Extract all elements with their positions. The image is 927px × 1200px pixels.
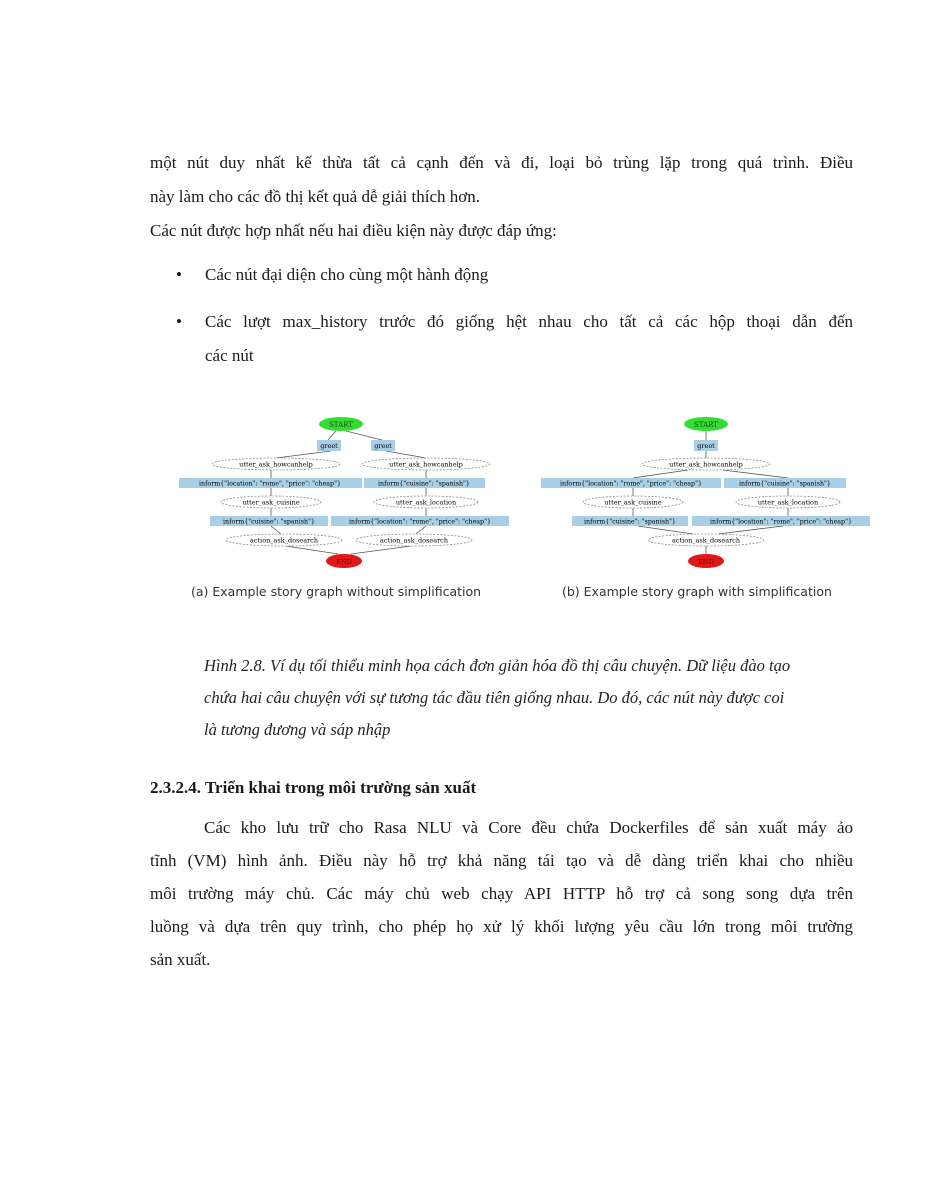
intent-node-label: inform{"cuisine": "spanish"}	[378, 480, 470, 488]
action-node-label: utter_ask_howcanhelp	[669, 460, 743, 469]
bullet-text: Các lượt max_history trước đó giống hệt nhau cho tất cả các hộp thoại dẫn đến	[205, 312, 853, 331]
end-node-label: END	[336, 558, 352, 566]
intent-node-label: inform{"cuisine": "spanish"}	[223, 518, 315, 526]
paragraph-line: môi trường máy chủ. Các máy chủ web chạy API HTTP hỗ trợ cả song song dựa trên	[150, 884, 853, 903]
intent-node-label: inform{"location": "rome", "price": "cheap"}	[199, 480, 341, 488]
intent-node-label: inform{"location": "rome", "price": "cheap"}	[710, 518, 852, 526]
start-node-label: START	[694, 421, 718, 429]
paragraph-line: sản xuất.	[150, 950, 211, 969]
paragraph-line: tĩnh (VM) hình ảnh. Điều này hỗ trợ khả năng tái tạo và dễ dàng triển khai cho nhiều	[150, 851, 853, 870]
figure-caption-line: là tương đương và sáp nhập	[204, 720, 391, 739]
paragraph-line: luồng và dựa trên quy trình, cho phép họ xử lý khối lượng yêu cầu lớn trong môi trường	[150, 917, 853, 936]
start-node-label: START	[329, 421, 353, 429]
figure-caption-line: Hình 2.8. Ví dụ tối thiểu minh họa cách đơn giản hóa đồ thị câu chuyện. Dữ liệu đào tạo	[204, 656, 791, 675]
action-node-label: action_ask_dosearch	[379, 536, 449, 545]
bullet-text: các nút	[205, 346, 254, 365]
story-graph-a	[176, 408, 516, 580]
intent-node-label: inform{"location": "rome", "price": "cheap"}	[560, 480, 702, 488]
greet-node-label: greet	[697, 442, 715, 450]
action-node-label: utter_ask_cuisine	[242, 498, 300, 507]
action-node-label: utter_ask_cuisine	[604, 498, 662, 507]
section-heading: 2.3.2.4. Triển khai trong môi trường sản xuất	[150, 778, 477, 797]
bullet-dot-icon: •	[176, 312, 182, 331]
action-node-label: utter_ask_location	[395, 498, 457, 507]
paragraph-line: một nút duy nhất kế thừa tất cả cạnh đến và đi, loại bỏ trùng lặp trong quá trình. Điều	[150, 153, 853, 172]
intent-node-label: inform{"cuisine": "spanish"}	[739, 480, 831, 488]
figure-caption	[204, 650, 854, 746]
intent-node-label: inform{"cuisine": "spanish"}	[584, 518, 676, 526]
action-node-label: utter_ask_howcanhelp	[239, 460, 313, 469]
intent-node-label: inform{"location": "rome", "price": "cheap"}	[349, 518, 491, 526]
story-graph-b-svg	[538, 408, 874, 580]
paragraph-line: Các kho lưu trữ cho Rasa NLU và Core đều chứa Dockerfiles để sản xuất máy ảo	[204, 818, 853, 837]
subfigure-caption-b: (b) Example story graph with simplification	[562, 584, 832, 599]
figure-caption-line: chứa hai câu chuyện với sự tương tác đầu tiên giống nhau. Do đó, các nút này được coi	[204, 688, 785, 707]
action-node-label: utter_ask_location	[757, 498, 819, 507]
action-node-label: utter_ask_howcanhelp	[389, 460, 463, 469]
bullet-dot-icon: •	[176, 265, 182, 284]
action-node-label: action_ask_dosearch	[249, 536, 319, 545]
paragraph-line: này làm cho các đồ thị kết quả dễ giải thích hơn.	[150, 187, 480, 206]
story-graph-b	[538, 408, 874, 580]
action-node-label: action_ask_dosearch	[671, 536, 741, 545]
end-node-label: END	[698, 558, 714, 566]
story-graph-a-svg	[176, 408, 516, 580]
bullet-text: Các nút đại diện cho cùng một hành động	[205, 265, 489, 284]
subfigure-caption-a: (a) Example story graph without simplification	[191, 584, 482, 599]
paragraph-line: Các nút được hợp nhất nếu hai điều kiện này được đáp ứng:	[150, 221, 557, 240]
greet-node-label: greet	[320, 442, 338, 450]
greet-node-label: greet	[374, 442, 392, 450]
